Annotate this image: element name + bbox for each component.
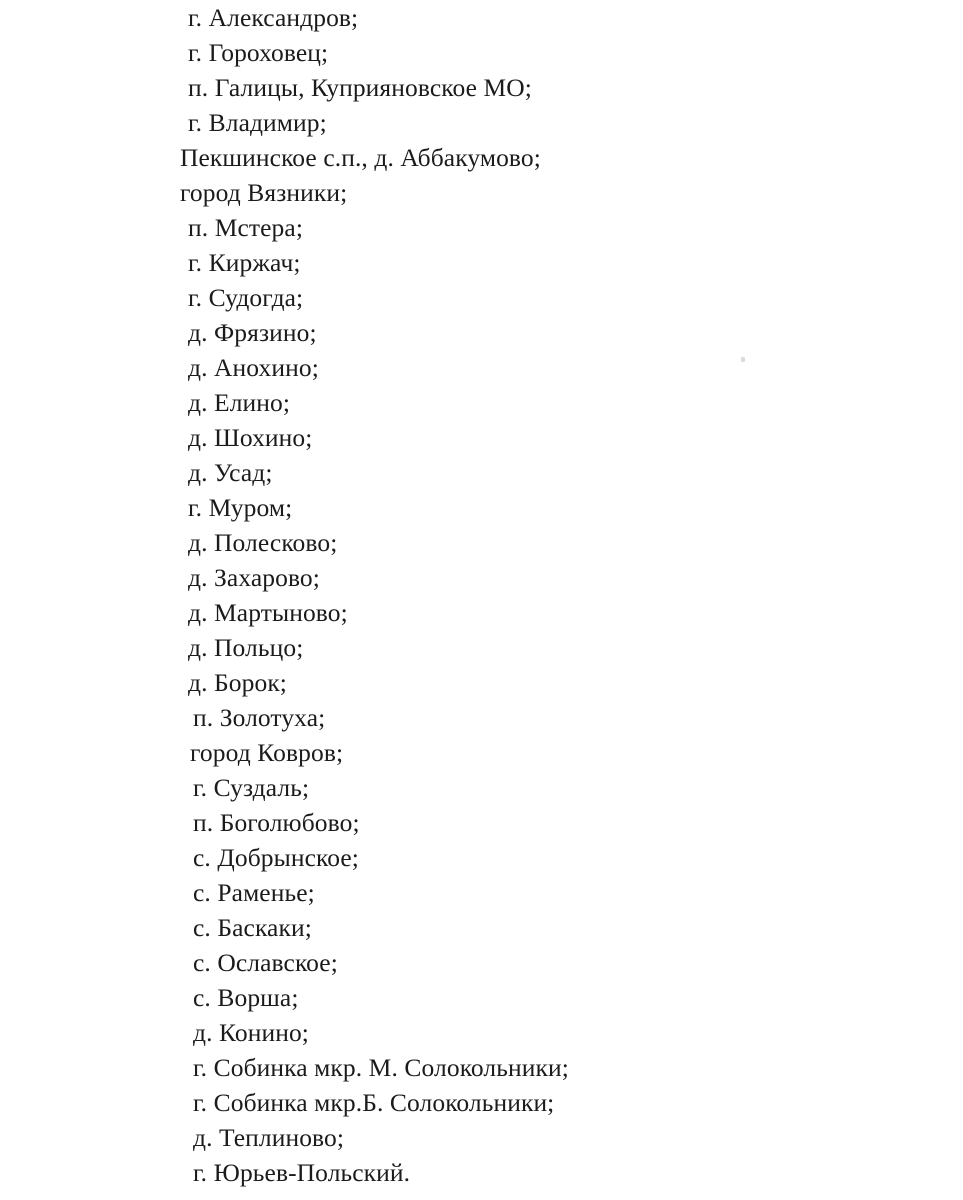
- settlement-list-item: п. Боголюбово;: [193, 808, 360, 837]
- settlement-list-item: с. Баскаки;: [193, 913, 312, 942]
- settlement-list-item: д. Теплиново;: [193, 1123, 345, 1152]
- settlement-list-item: п. Золотуха;: [193, 703, 326, 732]
- settlement-list-item: д. Польцо;: [188, 633, 304, 662]
- settlement-list-item: с. Ворша;: [193, 983, 299, 1012]
- settlement-list-item: д. Борок;: [188, 668, 287, 697]
- settlement-list-item: д. Захарово;: [188, 563, 320, 592]
- settlement-list-item: город Вязники;: [180, 178, 348, 207]
- settlement-list-item: п. Галицы, Куприяновское МО;: [188, 73, 532, 102]
- settlement-list-item: д. Елино;: [188, 388, 291, 417]
- settlement-list-item: г. Владимир;: [188, 108, 327, 137]
- settlement-list-item: д. Мартыново;: [188, 598, 348, 627]
- settlement-list-item: д. Шохино;: [188, 423, 313, 452]
- settlement-list-item: г. Киржач;: [188, 248, 301, 277]
- settlement-list-item: д. Анохино;: [188, 353, 319, 382]
- settlement-list-item: д. Усад;: [188, 458, 273, 487]
- settlement-list-item: г. Гороховец;: [188, 38, 329, 67]
- settlement-list-item: д. Фрязино;: [188, 318, 317, 347]
- settlement-list-item: с. Раменье;: [193, 878, 315, 907]
- scan-artifact-speck: [741, 357, 745, 362]
- settlement-list-item: г. Юрьев-Польский.: [193, 1158, 411, 1187]
- settlement-list-item: г. Суздаль;: [193, 773, 310, 802]
- settlement-list-item: г. Собинка мкр. М. Солокольники;: [193, 1053, 569, 1082]
- settlement-list-item: Пекшинское с.п., д. Аббакумово;: [180, 143, 541, 172]
- settlement-list-item: с. Добрынское;: [193, 843, 359, 872]
- settlement-list-item: д. Полесково;: [188, 528, 338, 557]
- settlement-list-item: с. Ославское;: [193, 948, 338, 977]
- settlement-list-item: г. Муром;: [188, 493, 293, 522]
- settlement-list-item: г. Собинка мкр.Б. Солокольники;: [193, 1088, 555, 1117]
- settlement-list-item: п. Мстера;: [188, 213, 304, 242]
- settlement-list-item: г. Судогда;: [188, 283, 304, 312]
- settlement-list-item: г. Александров;: [188, 3, 359, 32]
- settlement-list-item: д. Конино;: [193, 1018, 309, 1047]
- settlement-list-item: город Ковров;: [190, 738, 344, 767]
